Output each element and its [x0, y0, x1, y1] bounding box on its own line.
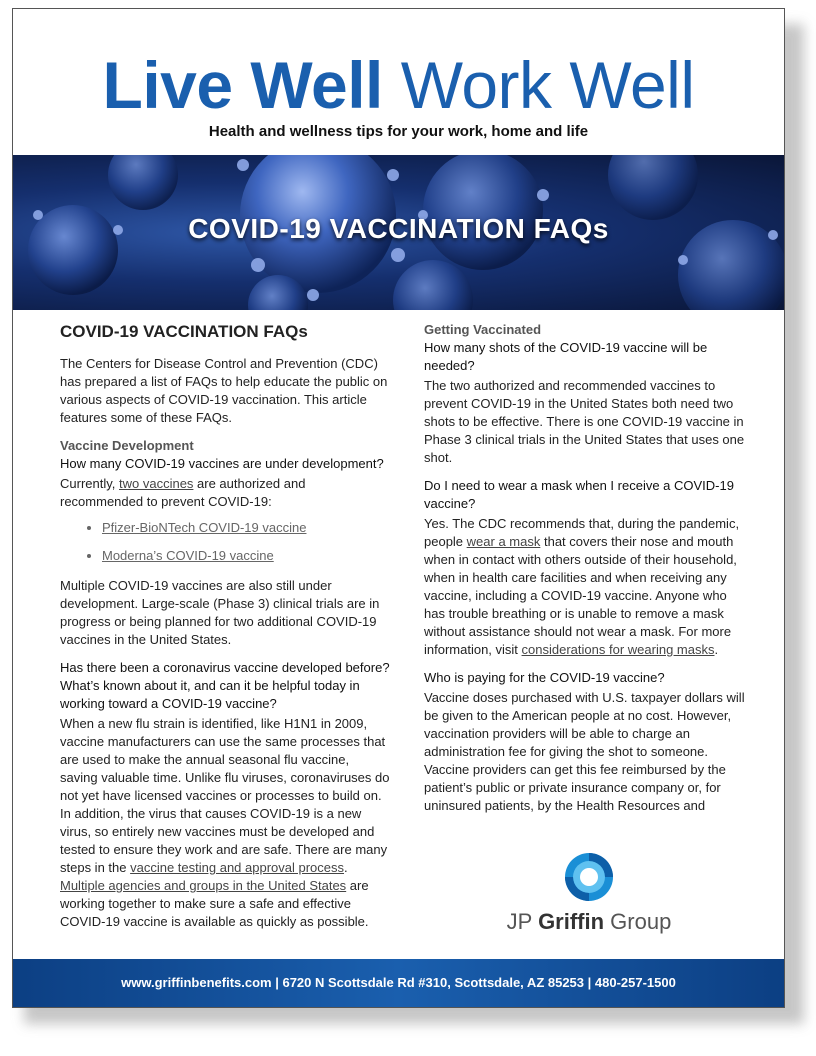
moderna-vaccine-link[interactable]: • Moderna’s COVID-19 vaccine — [102, 547, 390, 565]
section-heading-getting-vaccinated: Getting Vaccinated — [424, 322, 542, 337]
jp-griffin-logo — [499, 847, 679, 947]
question-previous-coronavirus-vaccine: Has there been a coronavirus vaccine developed before? What’s known about it, and can it be helpful today in working toward a COVID-19 vaccine? — [60, 660, 390, 711]
answer-who-pays: Vaccine doses purchased with U.S. taxpayer dollars will be given to the American people at no cost. However, vaccination providers will be able to charge an administration fee for giving the shot to someone. Vaccine providers can get this fee reimbursed by the patient’s public or private insurance company or, for uninsured patients, by the Health Resources and — [424, 690, 745, 813]
document-page — [12, 8, 785, 1008]
wear-a-mask-link[interactable]: wear a mask — [466, 534, 541, 549]
section-heading-vaccine-development: Vaccine Development — [60, 438, 194, 453]
question-vaccines-under-development: How many COVID-19 vaccines are under development? — [60, 456, 384, 471]
right-column — [424, 321, 746, 815]
answer-how-many-shots: The two authorized and recommended vaccines to prevent COVID-19 in the United States both need two shots to be effective. There is one COVID-19 vaccine in Phase 3 clinical trials in the United States that uses one shot. — [424, 378, 745, 465]
masthead — [13, 45, 784, 125]
logo-wordmark — [499, 909, 679, 935]
considerations-masks-link[interactable]: considerations for wearing masks — [521, 642, 715, 657]
development-paragraph: Multiple COVID-19 vaccines are also still under development. Large-scale (Phase 3) clinical trials are in progress or being planned for two additional COVID-19 vaccines in the United States. — [60, 578, 380, 647]
masthead-light: Work Well — [400, 48, 695, 122]
logo-text-group: Group — [604, 909, 672, 934]
answer-wear-mask — [424, 515, 746, 659]
agencies-groups-link[interactable]: Multiple agencies and groups in the United States — [60, 878, 347, 893]
answer-text: are authorized and recommended to prevent COVID-19: — [60, 476, 306, 509]
answer-text: that covers their nose and mouth when in contact with others outside of their household, when in health care facilities and when receiving any vaccine, including a COVID-19 vaccine. Anyone who has trouble breathing or is unable to remove a mask without assistance should not wear a mask. For more information, visit — [424, 534, 737, 657]
left-column — [60, 321, 390, 931]
answer-text: are working together to make sure a safe and effective COVID-19 vaccine is available as quickly as possible. — [60, 878, 369, 929]
answer-previous-coronavirus-vaccine — [60, 715, 390, 931]
hero-banner — [13, 155, 784, 310]
contact-footer: www.griffinbenefits.com | 6720 N Scottsdale Rd #310, Scottsdale, AZ 85253 | 480-257-1500 — [13, 959, 784, 1007]
answer-text: Currently, — [60, 476, 119, 491]
swirl-logo-icon — [499, 847, 679, 907]
logo-text-jp: JP — [506, 909, 539, 934]
article-heading: COVID-19 VACCINATION FAQs — [60, 322, 308, 341]
question-wear-mask: Do I need to wear a mask when I receive a COVID-19 vaccine? — [424, 478, 734, 511]
vaccine-testing-link[interactable]: vaccine testing and approval process — [130, 860, 345, 875]
banner-title: COVID-19 VACCINATION FAQs — [188, 213, 609, 244]
vaccine-list — [60, 519, 390, 565]
answer-text: When a new flu strain is identified, like H1N1 in 2009, vaccine manufacturers can use the same processes that are used to make the annual seasonal flu vaccine, saving valuable time. Unlike flu viruses, coronaviruses do not yet have licensed vaccines or processes to build on. In addition, the virus that causes COVID-19 is a new virus, so entirely new vaccines must be developed and tested to ensure they work and are safe. There are many steps in the — [60, 716, 390, 875]
tagline: Health and wellness tips for your work, home and life — [208, 123, 589, 140]
logo-text-griffin: Griffin — [538, 909, 605, 934]
question-who-pays: Who is paying for the COVID-19 vaccine? — [424, 670, 665, 685]
answer-vaccines-under-development — [60, 475, 390, 511]
two-vaccines-link[interactable]: two vaccines — [119, 476, 194, 491]
masthead-bold: Live Well — [102, 48, 383, 122]
answer-text: . — [714, 642, 719, 657]
question-how-many-shots: How many shots of the COVID-19 vaccine will be needed? — [424, 340, 708, 373]
answer-text: . — [344, 860, 348, 875]
pfizer-vaccine-link[interactable]: • Pfizer-BioNTech COVID-19 vaccine — [102, 519, 390, 537]
answer-text: Yes. The CDC recommends that, during the pandemic, people — [424, 516, 740, 549]
intro-paragraph: The Centers for Disease Control and Prevention (CDC) has prepared a list of FAQs to help educate the public on various aspects of COVID-19 vaccination. This article features some of these FAQs. — [60, 356, 388, 425]
